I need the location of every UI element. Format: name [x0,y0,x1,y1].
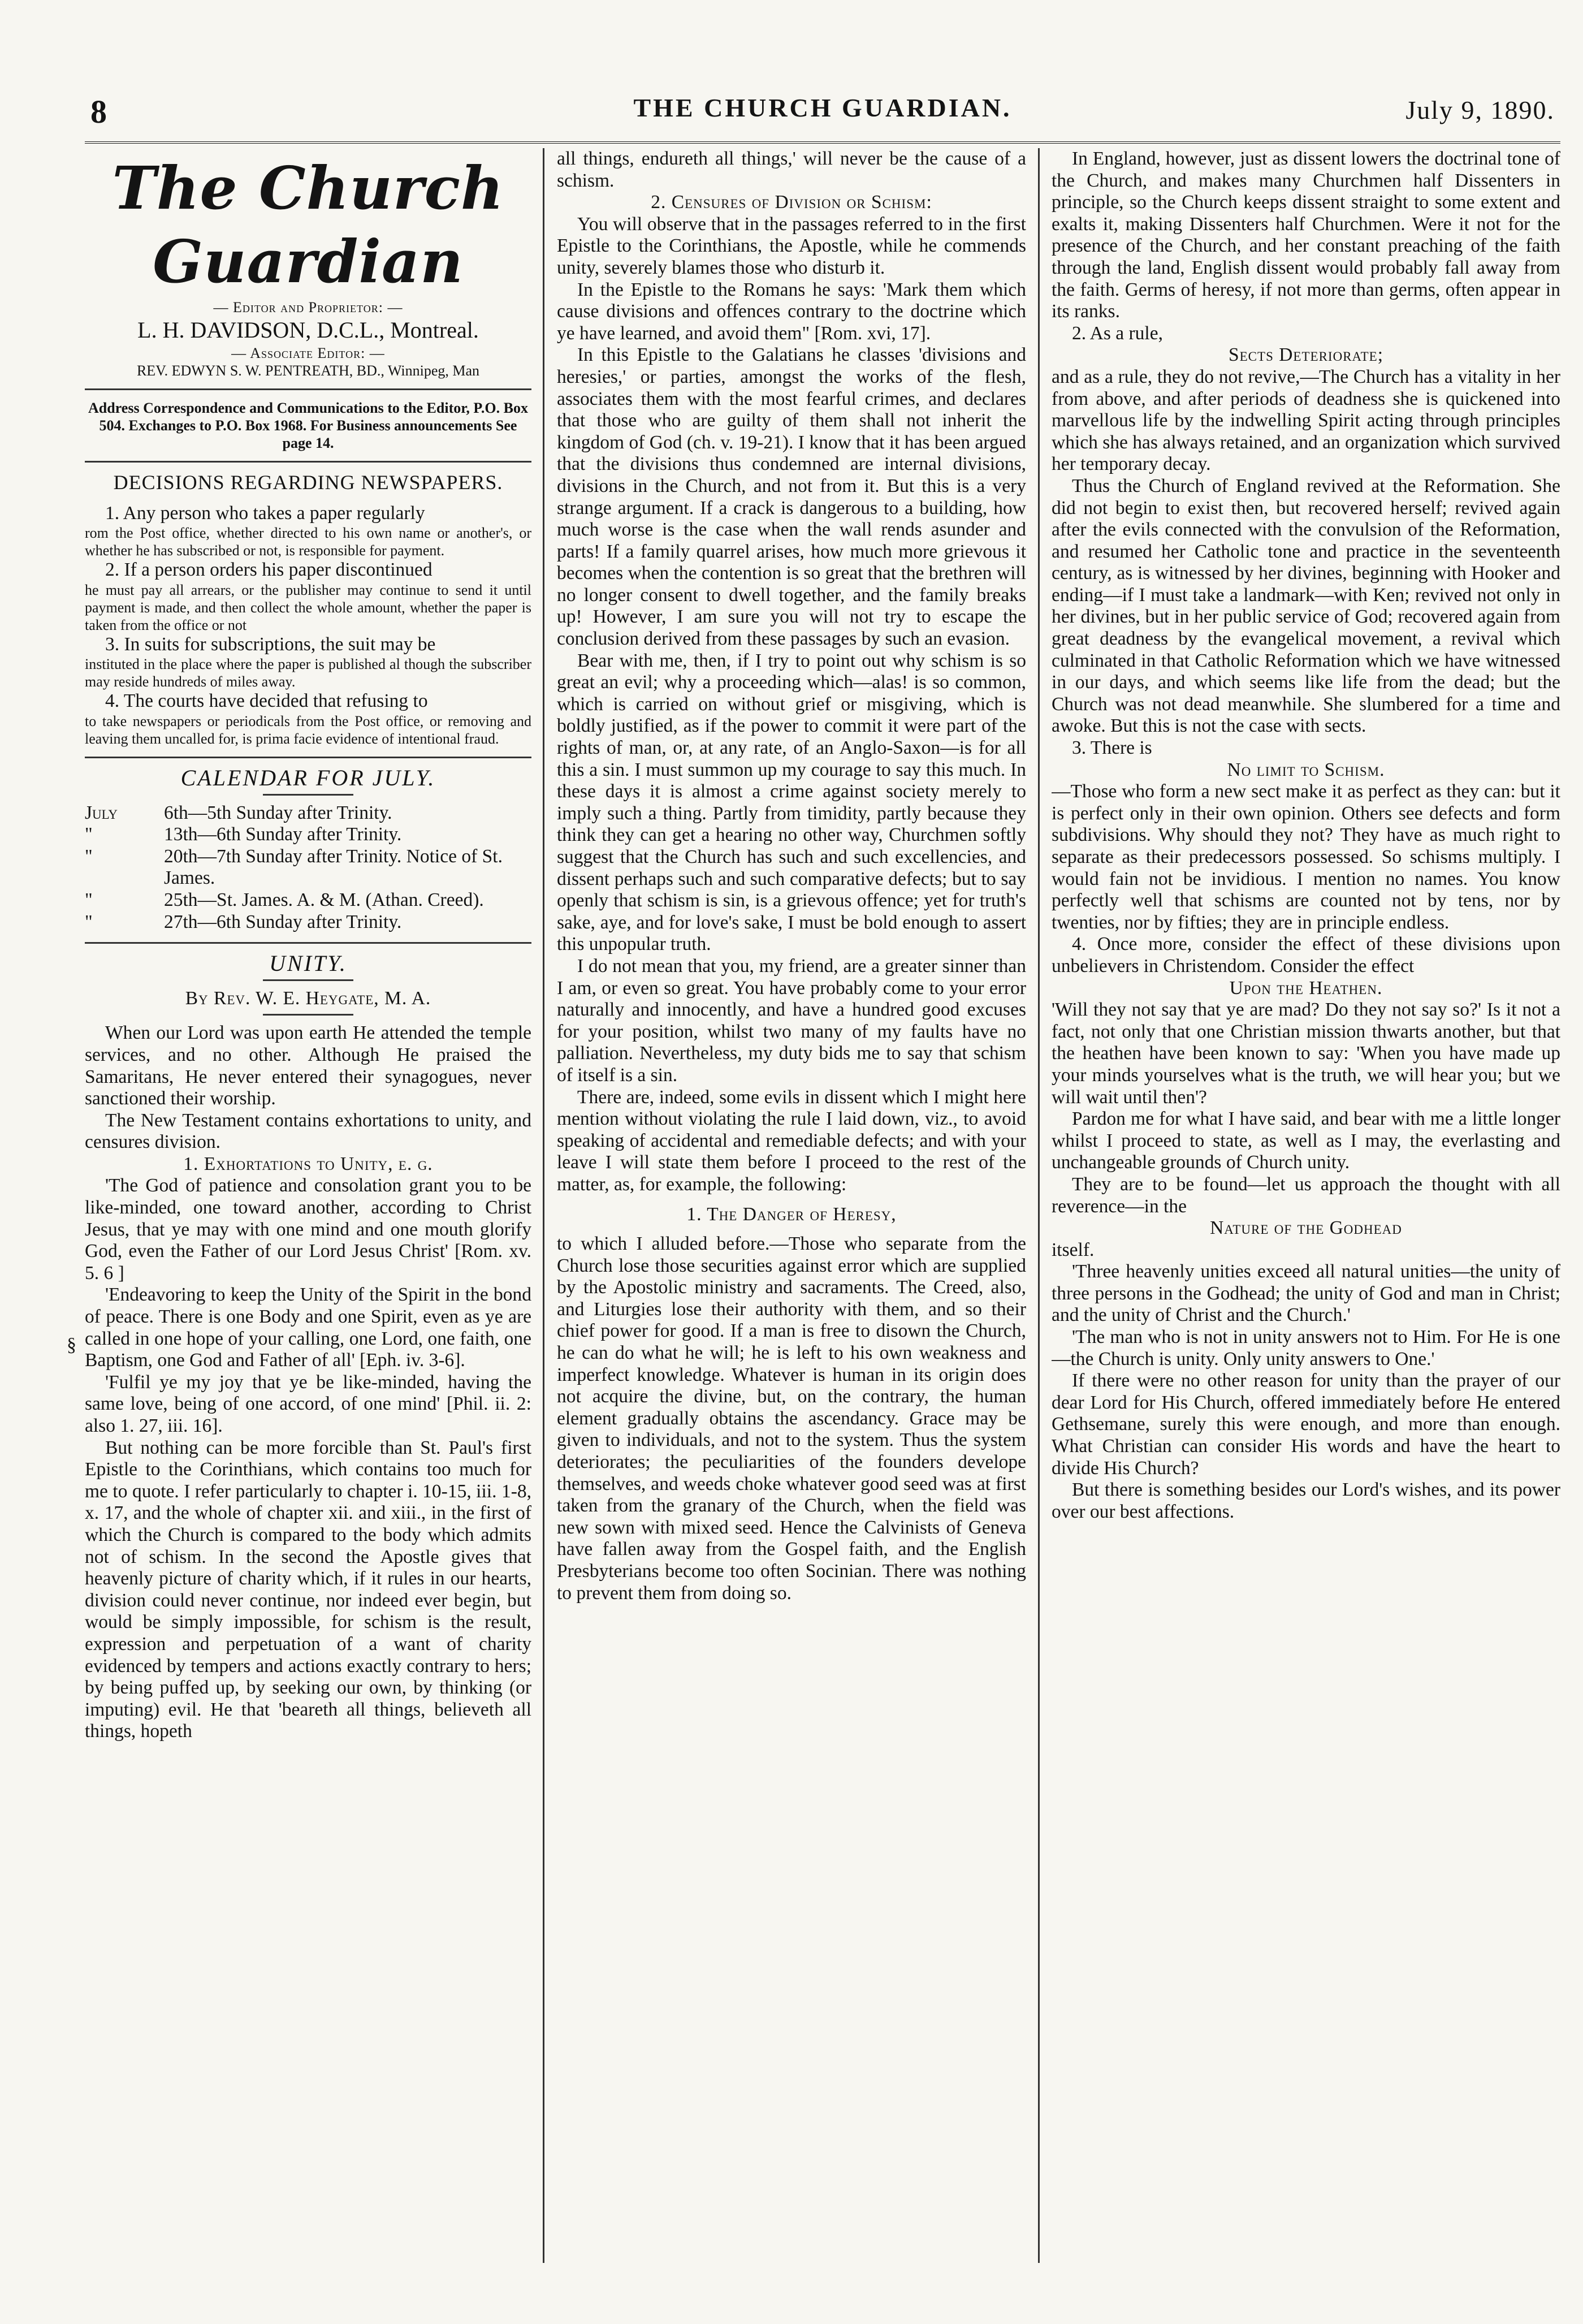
calendar-month: July [85,802,118,823]
column-divider-2 [1038,148,1040,2263]
masthead-logo: The Church Guardian [112,153,504,296]
subheading: Sects Deteriorate; [1229,344,1383,366]
calendar-month: " [85,889,93,910]
column-3 [1052,148,1560,2263]
paragraph: In England, however, just as dissent lowers the doctrinal tone of the Church, and makes many Churchmen half Dissenters in principle, so the Church keeps dissent straight to some extent and exalts it, making Dissenters half Churchmen. Were it not for the presence of the Church, and her constant preaching of the faith through the land, English dissent would probably fall away from the faith. Germs of heresy, if not more than germs, often appear in its ranks. [1052,148,1560,322]
paragraph: They are to be found—let us approach the thought with all reverence—in the [1052,1173,1560,1217]
subheading: Nature of the Godhead [1210,1217,1402,1239]
divider [85,461,531,463]
calendar-row [85,824,531,846]
calendar-row [85,802,531,824]
paragraph: to which I alluded before.—Those who separate from the Church lose those securities against error which are supplied by the Apostolic ministry and sacraments. The Creed, also, and Liturgies lose their authority with them, and so their chief power for good. If a man is free to disown the Church, he can do what he will; he is left to his own weakness and imperfect knowledge. Whatever is human in its origin does not acquire the divine, but, on the contrary, the human element gradually obtains the ascendancy. Grace may be given to individuals, and not to the system. Thus the system deteriorates; the peculiarities of the founders develope themselves, and weeds choke whatever good seed was at first taken from the granary of the Church, when the field was new sown with mixed seed. Hence the Calvinists of Geneva have fallen away from the Gospel faith, and the English Presbyterians become too often Socinian. There was nothing to prevent them from doing so. [557,1233,1026,1604]
paragraph: 'Will they not say that ye are mad? Do they not say so?' Is it not a fact, not only that one Christian mission thwarts another, but that the heathen have been known to say: 'When you have made up your minds yourselves what is the truth, we will hear you; but we will wait until then'? [1052,999,1560,1108]
paragraph: 'Fulfil ye my joy that ye be like-minded, having the same love, being of one accord, of one mind' [Phil. ii. 2: also 1. 27, iii. 16]. [85,1371,531,1436]
paper-title: THE CHURCH GUARDIAN. [633,93,1012,122]
paragraph: When our Lord was upon earth He attended the temple services, and no other. Although He praised the Samaritans, He never entered their synagogues, never sanctioned their worship. [85,1022,531,1109]
calendar-entry: 6th—5th Sunday after Trinity. [164,802,392,823]
associate-editor-label: — Associate Editor: — [231,345,385,361]
calendar-heading: CALENDAR FOR JULY. [180,764,436,790]
decision-1-text: rom the Post office, whether directed to his own name or another's, or whether he has subscribed or not, is responsible for payment. [85,525,531,559]
paragraph: In the Epistle to the Romans he says: 'Mark them which cause divisions and offences contrary to the doctrine which ye have learned, and avoid them" [Rom. xvi, 17]. [557,279,1026,344]
calendar-month: " [85,911,93,932]
decision-2-lead: 2. If a person orders his paper discontinued [105,559,432,581]
paragraph: —Those who form a new sect make it as perfect as they can: but it is perfect only in their own opinion. Others see defects and form subdivisions. Why should they not? They have as much right to separate as their predecessors possessed. So schisms multiply. I would fain not be invidious. I mention no names. You know perfectly well that schisms are counted not by tens, nor by twenties, nor by fifties; they are in principle endless. [1052,781,1560,933]
column-1 [85,148,531,2263]
calendar-entry: 27th—6th Sunday after Trinity. [164,911,402,932]
paragraph: Thus the Church of England revived at the Reformation. She did not begin to exist then, but recovered herself; revived again after the evils connected with the convulsion of the Reformation, and resumed her Catholic tone and practice in the seventeenth century, as is witnessed by her divines, beginning with Hooker and ending—if I must take a landmark—with Ken; revived not only in her divines, but in her public service of God; recovered again from great deadness by the evangelical movement, a revival which culminated in that Catholic Reformation which we have witnessed in our days, and which seems like life from the dead; but the Church was not dead meanwhile. She slumbered for a time and awoke. But this is not the case with sects. [1052,475,1560,737]
paragraph: 'The man who is not in unity answers not to Him. For He is one—the Church is unity. Only unity answers to One.' [1052,1327,1560,1370]
calendar-entry: 20th—7th Sunday after Trinity. Notice of St. James. [164,845,503,889]
paragraph: If there were no other reason for unity than the prayer of our dear Lord for His Church, offered immediately before He entered Gethsemane, surely this were enough, and more than enough. What Christian can consider His words and have the heart to divide His Church? [1052,1370,1560,1479]
paragraph: 'The God of patience and consolation grant you to be like-minded, one toward another, according to Christ Jesus, that ye may with one mind and one mouth glorify God, even the Father of our Lord Jesus Christ' [Rom. xv. 5. 6 ] [85,1175,531,1284]
calendar-entry: 13th—6th Sunday after Trinity. [164,824,402,845]
page-header [85,90,1560,141]
calendar-month: " [85,824,93,845]
subheading: 1. The Danger of Heresy, [686,1203,897,1225]
article-title: UNITY. [269,951,347,977]
subheading: 1. Exhortations to Unity, e. g. [183,1153,433,1174]
paragraph: 3. There is [1072,737,1152,759]
associate-editor-name: REV. EDWYN S. W. PENTREATH, BD., Winnipeg, Man [136,362,480,379]
paragraph: all things, endureth all things,' will never be the cause of a schism. [557,148,1026,191]
divider [85,942,531,944]
divider [263,979,353,981]
paragraph: Bear with me, then, if I try to point out why schism is so great an evil; why a proceeding which—alas! is so common, which is carried on without grief or misgiving, which is boldly justified, as if the power to commit it were part of the rights of man, or, at any rate, of an Anglo-Saxon—is for all this a sin. I must summon up my courage to say this much. In these days it is almost a crime against society merely to imply such a thing. Partly from timidity, partly because they think they can get a hearing no other way, Churchmen softly suggest that the Church has such and such excellencies, and dissent perhaps such and such comparative defects; but to say openly that schism is sin, is a grievous offence; yet for truth's sake, aye, and for love's sake, I must be bold enough to assert this unpopular truth. [557,650,1026,955]
decision-1-lead: 1. Any person who takes a paper regularly [105,502,425,524]
divider [263,1014,353,1016]
divider [85,757,531,758]
subheading: Upon the Heathen. [1229,977,1383,999]
issue-date: July 9, 1890. [1405,96,1555,124]
paragraph: and as a rule, they do not revive,—The Church has a vitality in her from above, and after periods of deadness she is quickened into marvellous life by the indwelling Spirit acting through principles which she has always retained, and an organization which survived her temporary decay. [1052,366,1560,475]
paragraph: Pardon me for what I have said, and bear with me a little longer whilst I proceed to state, as well as I may, the everlasting and unchangeable grounds of Church unity. [1052,1108,1560,1173]
paragraph: The New Testament contains exhortations to unity, and censures division. [85,1109,531,1153]
paragraph: 4. Once more, consider the effect of these divisions upon unbelievers in Christendom. Consider the effect [1052,934,1560,977]
subheading: 2. Censures of Division or Schism: [651,192,932,213]
calendar-month: " [85,845,93,867]
paragraph: 'Three heavenly unities exceed all natural unities—the unity of three persons in the Godhead; the unity of God and man in Christ; and the unity of Christ and the Church.' [1052,1261,1560,1326]
article-byline: By Rev. W. E. Heygate, M. A. [185,987,431,1009]
paragraph: There are, indeed, some evils in dissent which I might here mention without violating the rule I laid down, viz., to avoid speaking of accidental and remediable defects; and with your leave I will state them before I proceed to the rest of the matter, as, for example, the following: [557,1086,1026,1195]
decision-3-text: instituted in the place where the paper is published al though the subscriber may reside hundreds of miles away. [85,656,531,690]
divider [263,794,353,796]
decision-2-text: he must pay all arrears, or the publisher may continue to send it until payment is made, and then collect the whole amount, whether the paper is taken from the office or not [85,581,531,633]
calendar-row [85,846,531,889]
calendar-entry: 25th—St. James. A. & M. (Athan. Creed). [164,889,484,910]
calendar-row [85,912,531,934]
paragraph: itself. [1052,1239,1095,1260]
paragraph: You will observe that in the passages referred to in the first Epistle to the Corinthians, the Apostle, while he commends unity, severely blames those who disturb it. [557,213,1026,278]
subheading: No limit to Schism. [1227,759,1385,780]
editor-label: — Editor and Proprietor: — [213,299,403,316]
paragraph: But there is something besides our Lord's wishes, and its power over our best affections. [1052,1479,1560,1522]
editor-name: L. H. DAVIDSON, D.C.L., Montreal. [137,317,479,343]
decision-4-lead: 4. The courts have decided that refusing to [105,690,428,712]
address-note: Address Correspondence and Communications to the Editor, P.O. Box 504. Exchanges to P.O. Box 1968. For Business announcements See page 14. [88,400,528,451]
paragraph: 'Endeavoring to keep the Unity of the Spirit in the bond of peace. There is one Body and one Spirit, even as ye are called in one hope of your calling, one Lord, one faith, one Baptism, one God and Father of all' [Eph. iv. 3-6]. [85,1284,531,1371]
margin-mark: § [67,1334,76,1355]
divider [85,388,531,390]
header-rule [85,141,1560,144]
column-divider-1 [543,148,544,2263]
decisions-heading: DECISIONS REGARDING NEWSPAPERS. [113,471,503,494]
paragraph: In this Epistle to the Galatians he classes 'divisions and heresies,' or parties, amongst the works of the flesh, associates them with the most fearful crimes, and declares that those who are guilty of them shall not inherit the kingdom of God (ch. v. 19-21). I know that it has been argued that the divisions thus condemned are internal divisions, divisions in the Church, and not from it. But this is a very strange argument. If a crack is dangerous to a building, how much worse is the case when the wall rends asunder and parts! If a family quarrel arises, how much more grievous it becomes when the contention is so great that the brethren will no longer consent to dwell together, and the family breaks up! However, I am sure you will not try to escape the conclusion derived from these passages by such an evasion. [557,344,1026,650]
paragraph: 2. As a rule, [1072,322,1163,344]
decision-3-lead: 3. In suits for subscriptions, the suit may be [105,633,436,655]
column-2 [557,148,1026,2263]
page-number: 8 [90,93,108,130]
decision-4-text: to take newspapers or periodicals from the Post office, or removing and leaving them uncalled for, is prima facie evidence of intentional fraud. [85,712,531,747]
paragraph: But nothing can be more forcible than St. Paul's first Epistle to the Corinthians, which contains too much for me to quote. I refer particularly to chapter i. 10-15, iii. 1-8, x. 17, and the whole of chapter xii. and xiii., in the first of which the Church is compared to the body which admits not of schism. In the second the Apostle gives that heavenly picture of charity which, if it rules in our hearts, division could never continue, nor indeed ever begin, but would be simply impossible, for schism is the result, expression and perpetuation of a want of charity evidenced by tempers and actions exactly contrary to hers; by being puffed up, by seeking our own, by thinking (or imputing) evil. He that 'beareth all things, believeth all things, hopeth [85,1437,531,1742]
paragraph: I do not mean that you, my friend, are a greater sinner than I am, or even so great. You have probably come to your error naturally and innocently, and have a hundred good excuses for your position, whilst two many of my faults have no palliation. Nevertheless, my duty bids me to say that schism of itself is a sin. [557,955,1026,1086]
calendar-row [85,889,531,912]
